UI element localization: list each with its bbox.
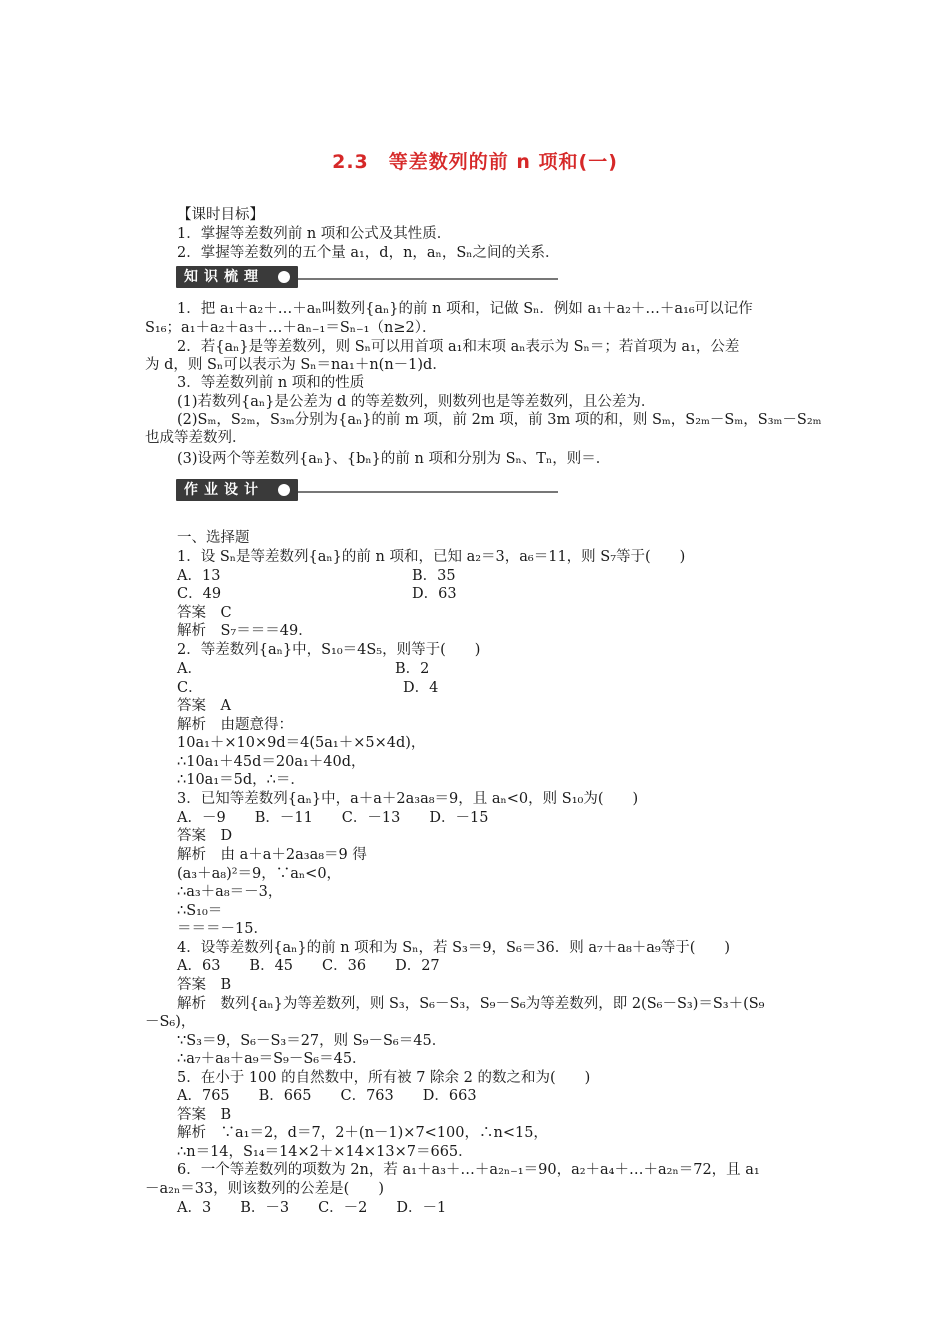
knowledge-line: (3)设两个等差数列{aₙ}、{bₙ}的前 n 项和分别为 Sₙ、Tₙ，则＝． [177,451,611,467]
choice-option: B．2 [395,661,430,677]
goal-item: 2．掌握等差数列的五个量 a₁，d，n，aₙ，Sₙ之间的关系． [177,245,560,261]
question-stem: 5．在小于 100 的自然数中，所有被 7 除余 2 的数之和为( ) [177,1070,591,1086]
section-heading: 一、选择题 [177,530,250,546]
knowledge-line: 也成等差数列． [145,430,247,446]
choice-option: C． [177,680,203,696]
section-banner-knowledge [176,266,558,288]
knowledge-line: (2)Sₘ，S₂ₘ，S₃ₘ分别为{aₙ}的前 m 项，前 2m 项，前 3m 项的和，则 Sₘ，S₂ₘ－Sₘ，S₃ₘ－S₂ₘ [177,412,822,428]
answer-line: 答案 B [177,977,232,993]
knowledge-line: 2．若{aₙ}是等差数列，则 Sₙ可以用首项 a₁和末项 aₙ表示为 Sₙ＝；若首项为 a₁，公差 [177,339,740,355]
question-stem: 2．等差数列{aₙ}中，S₁₀＝4S₅，则等于( ) [177,642,481,658]
choice-option: A． [177,661,202,677]
analysis-line: 解析 数列{aₙ}为等差数列，则 S₃，S₆－S₃，S₉－S₆为等差数列，即 2(S₆－S₃)＝S₃＋(S₉ [177,996,765,1012]
analysis-line: ∴a₃＋a₈＝－3， [177,884,283,900]
analysis-line: 10a₁＋×10×9d＝4(5a₁＋×5×4d)， [177,735,426,751]
analysis-line: ＝＝＝－15． [177,921,268,937]
analysis-line: 解析 ∵a₁＝2，d＝7，2＋(n－1)×7<100，∴n<15， [177,1125,548,1141]
choice-option: D．63 [412,586,457,602]
knowledge-line: (1)若数列{aₙ}是公差为 d 的等差数列，则数列也是等差数列，且公差为． [177,394,656,410]
question-stem: 1．设 Sₙ是等差数列{aₙ}的前 n 项和，已知 a₂＝3，a₆＝11，则 S₇等于( ) [177,549,686,565]
analysis-line: 解析 S₇＝＝＝49． [177,623,313,639]
bullet-dot-icon [278,484,290,496]
analysis-line: 解析 由题意得： [177,717,293,733]
banner-divider [298,491,558,493]
analysis-line: 解析 由 a＋a＋2a₃a₈＝9 得 [177,847,367,863]
knowledge-line: 1．把 a₁＋a₂＋…＋aₙ叫数列{aₙ}的前 n 项和，记做 Sₙ．例如 a₁＋a₂＋…＋a₁₆可以记作 [177,301,753,317]
goal-item: 1．掌握等差数列前 n 项和公式及其性质． [177,226,452,242]
answer-line: 答案 C [177,605,232,621]
choice-option: C．49 [177,586,222,602]
banner-divider [298,278,558,280]
choice-options: A．－9 B．－11 C．－13 D．－15 [177,810,489,826]
answer-line: 答案 D [177,828,233,844]
choice-options: A．765 B．665 C．763 D．663 [177,1088,477,1104]
choice-option: B．35 [412,568,456,584]
analysis-line: ∴n＝14，S₁₄＝14×2＋×14×13×7＝665． [177,1144,473,1160]
analysis-line: ∴10a₁＝5d，∴＝． [177,772,305,788]
analysis-line: ∴a₇＋a₈＋a₉＝S₉－S₆＝45． [177,1051,367,1067]
question-stem: 6．一个等差数列的项数为 2n，若 a₁＋a₃＋…＋a₂ₙ₋₁＝90，a₂＋a₄＋…＋a₂ₙ＝72，且 a₁ [177,1162,760,1178]
answer-line: 答案 A [177,698,231,714]
page-title: 2.3 等差数列的前 n 项和(一) [332,151,618,173]
knowledge-line: 为 d，则 Sₙ可以表示为 Sₙ＝na₁＋n(n－1)d． [145,357,447,373]
banner-label: 知识梳理 [184,269,264,285]
goals-heading: 【课时目标】 [177,207,264,223]
choice-option: D．4 [403,680,439,696]
question-stem: 4．设等差数列{aₙ}的前 n 项和为 Sₙ，若 S₃＝9，S₆＝36．则 a₇＋a₈＋a₉等于( ) [177,940,731,956]
analysis-line: －S₆)， [145,1014,196,1030]
knowledge-line: S₁₆；a₁＋a₂＋a₃＋…＋aₙ₋₁＝Sₙ₋₁（n≥2）． [145,320,437,336]
knowledge-line: 3．等差数列前 n 项和的性质 [177,375,365,391]
analysis-line: ∵S₃＝9，S₆－S₃＝27，则 S₉－S₆＝45． [177,1033,447,1049]
choice-options: A．63 B．45 C．36 D．27 [177,958,440,974]
analysis-line: (a₃＋a₈)²＝9，∵aₙ<0， [177,866,342,882]
analysis-line: ∴S₁₀＝ [177,903,223,919]
bullet-dot-icon [278,271,290,283]
answer-line: 答案 B [177,1107,232,1123]
section-banner-homework [176,479,558,501]
choice-option: A．13 [177,568,221,584]
banner-label: 作业设计 [184,482,264,498]
question-stem: 3．已知等差数列{aₙ}中，a＋a＋2a₃a₈＝9，且 aₙ<0，则 S₁₀为( ) [177,791,639,807]
choice-options: A．3 B．－3 C．－2 D．－1 [177,1200,447,1216]
analysis-line: ∴10a₁＋45d＝20a₁＋40d， [177,754,366,770]
question-stem: －a₂ₙ＝33，则该数列的公差是( ) [145,1181,384,1197]
